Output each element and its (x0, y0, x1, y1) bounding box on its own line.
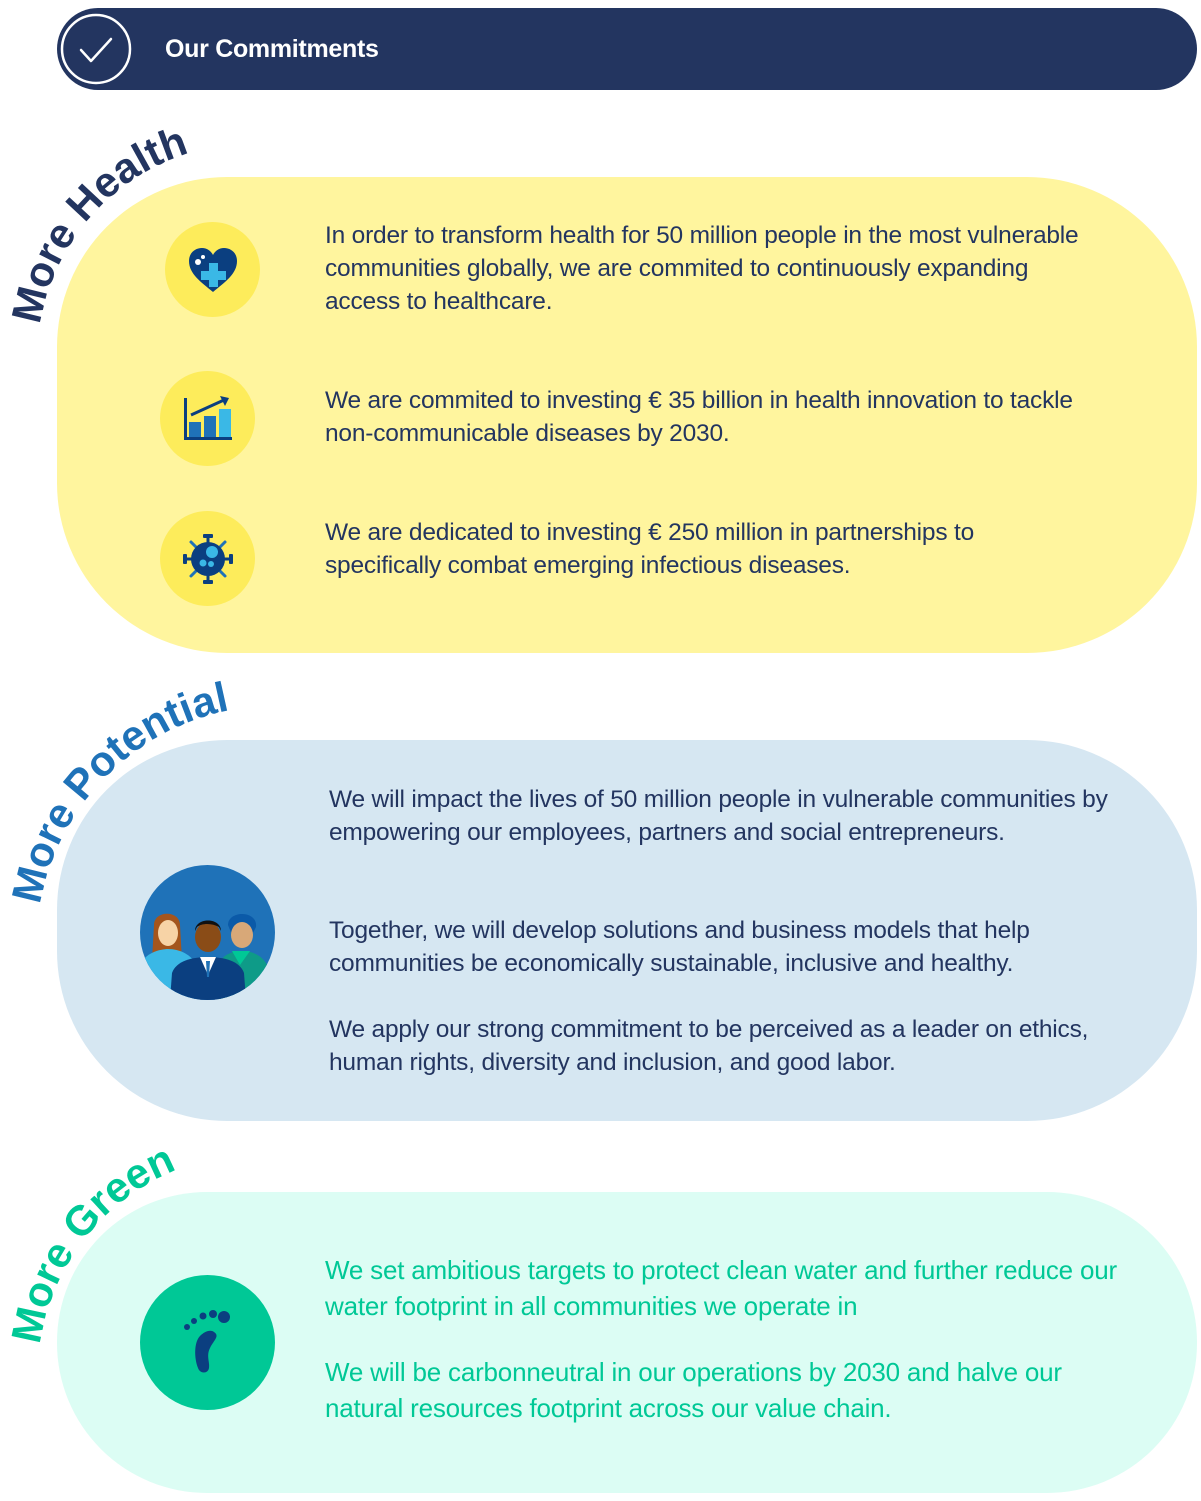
check-circle-icon (59, 12, 133, 86)
banner-title: Our Commitments (165, 35, 379, 63)
heart-plus-icon (187, 246, 239, 294)
heading-green-text: More Green (2, 1134, 181, 1347)
potential-paragraph-1: We will impact the lives of 50 million people in vulnerable communities by empowering our employees, partners and social entrepreneurs. (329, 786, 1108, 846)
virus-icon-badge (160, 511, 255, 606)
green-paragraph-2: We will be carbonneutral in our operations by 2030 and halve our natural resources footprint across our value chain. (325, 1357, 1062, 1423)
potential-paragraph-2: Together, we will develop solutions and business models that help communities be economically sustainable, inclusive and healthy. (329, 917, 1030, 977)
commitments-banner (57, 8, 1197, 90)
health-item-3-text: We are dedicated to investing € 250 million in partnerships to specifically combat emerging infectious diseases. (325, 519, 975, 579)
heading-health-text: More Health (2, 116, 193, 327)
growth-chart-icon-badge (160, 371, 255, 466)
footprint-icon (178, 1308, 238, 1378)
heart-plus-icon-badge (165, 222, 260, 317)
green-paragraph-1: We set ambitious targets to protect clean water and further reduce our water footprint in all communities we operate in (325, 1255, 1117, 1321)
health-item-1-text: In order to transform health for 50 million people in the most vulnerable communities globally, we are commited to continuously expanding access to healthcare. (325, 222, 1079, 315)
footprint-icon-badge (140, 1275, 275, 1410)
health-item-2-text: We are commited to investing € 35 billion in health innovation to tackle non-communicable diseases by 2030. (325, 387, 1073, 447)
people-group-icon (140, 865, 275, 1000)
potential-paragraph-3: We apply our strong commitment to be perceived as a leader on ethics, human rights, diversity and inclusion, and good labor. (329, 1016, 1089, 1076)
virus-icon (181, 532, 235, 586)
growth-chart-icon (182, 396, 234, 442)
heading-potential-text: More Potential (2, 672, 232, 908)
people-group-icon-badge (140, 865, 275, 1000)
